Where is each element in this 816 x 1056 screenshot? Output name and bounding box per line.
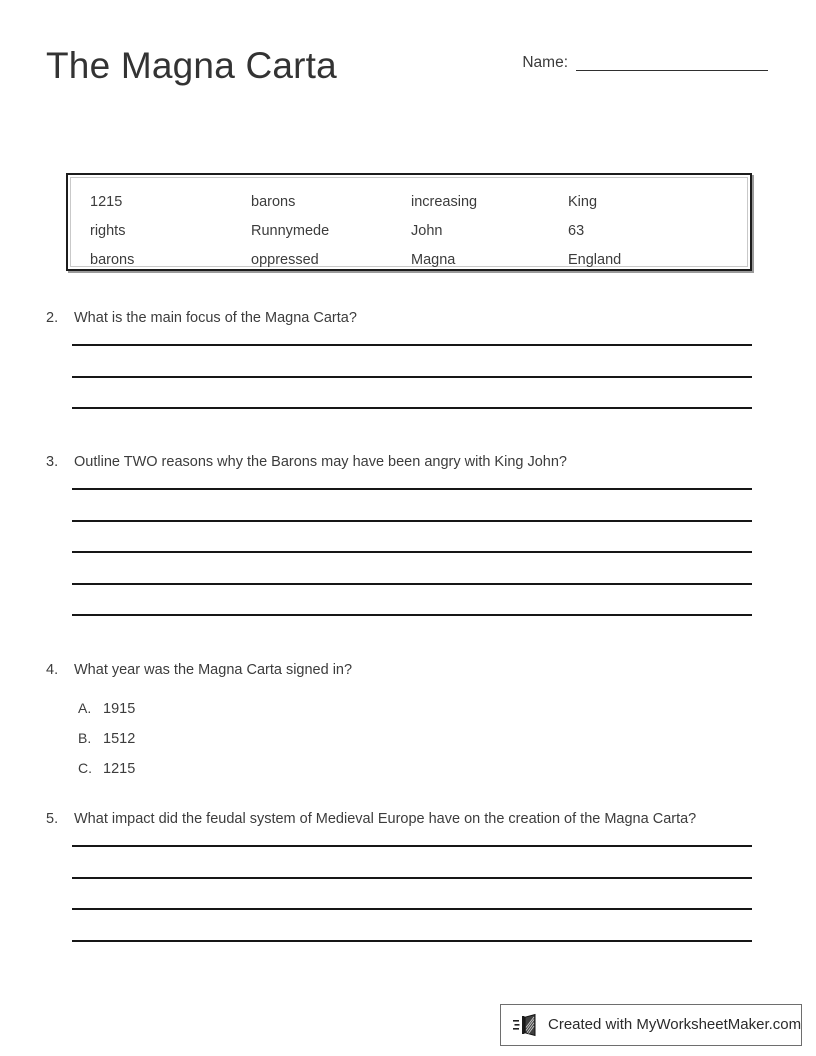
answer-line[interactable] bbox=[72, 376, 752, 378]
question-2 bbox=[46, 308, 770, 409]
word-bank-word: 63 bbox=[568, 222, 585, 239]
question-3 bbox=[46, 452, 770, 616]
worksheet-maker-logo-icon bbox=[513, 1013, 539, 1037]
answer-line[interactable] bbox=[72, 520, 752, 522]
question-text: What is the main focus of the Magna Carta? bbox=[74, 310, 357, 326]
question-number: 4. bbox=[46, 662, 59, 678]
answer-line[interactable] bbox=[72, 845, 752, 847]
name-field-group bbox=[522, 54, 768, 74]
word-bank-word: oppressed bbox=[251, 251, 319, 268]
word-bank-row bbox=[90, 245, 742, 274]
answer-lines bbox=[72, 488, 752, 616]
choice-letter: A. bbox=[78, 700, 92, 716]
word-bank-row bbox=[90, 187, 742, 216]
question-number: 3. bbox=[46, 454, 59, 470]
choice-letter: B. bbox=[78, 730, 92, 746]
answer-line[interactable] bbox=[72, 488, 752, 490]
choice-value: 1512 bbox=[103, 731, 136, 747]
question-text: Outline TWO reasons why the Barons may have been angry with King John? bbox=[74, 454, 567, 470]
worksheet-header bbox=[46, 44, 770, 104]
answer-line[interactable] bbox=[72, 877, 752, 879]
word-bank-word: rights bbox=[90, 222, 126, 239]
word-bank-box bbox=[66, 173, 752, 271]
question-text: What impact did the feudal system of Medieval Europe have on the creation of the Magna Carta? bbox=[74, 811, 697, 827]
word-bank-word: England bbox=[568, 251, 622, 268]
choice-letter: C. bbox=[78, 760, 92, 776]
question-number: 5. bbox=[46, 811, 59, 827]
question-5 bbox=[46, 809, 770, 942]
word-bank-word: barons bbox=[90, 251, 135, 268]
word-bank-row bbox=[90, 216, 742, 245]
choice-list bbox=[78, 698, 770, 788]
question-number: 2. bbox=[46, 310, 59, 326]
word-bank-word: barons bbox=[251, 193, 296, 210]
word-bank-word: Magna bbox=[411, 251, 456, 268]
name-label: Name: bbox=[522, 54, 568, 71]
choice-option-a[interactable] bbox=[78, 698, 770, 728]
word-bank-grid bbox=[90, 187, 742, 274]
page-title: The Magna Carta bbox=[46, 45, 337, 86]
footer-attribution-text: Created with MyWorksheetMaker.com bbox=[548, 1016, 802, 1033]
choice-option-c[interactable] bbox=[78, 758, 770, 788]
answer-line[interactable] bbox=[72, 614, 752, 616]
word-bank-word: King bbox=[568, 193, 598, 210]
footer-attribution-badge[interactable] bbox=[500, 1004, 802, 1046]
answer-line[interactable] bbox=[72, 940, 752, 942]
question-heading bbox=[46, 809, 770, 829]
question-4 bbox=[46, 660, 770, 788]
word-bank-word: John bbox=[411, 222, 443, 239]
question-heading bbox=[46, 308, 770, 328]
answer-lines bbox=[72, 845, 752, 942]
choice-value: 1915 bbox=[103, 701, 136, 717]
word-bank-word: 1215 bbox=[90, 193, 123, 210]
answer-line[interactable] bbox=[72, 344, 752, 346]
answer-line[interactable] bbox=[72, 551, 752, 553]
question-heading bbox=[46, 660, 770, 680]
choice-option-b[interactable] bbox=[78, 728, 770, 758]
choice-value: 1215 bbox=[103, 761, 136, 777]
question-text: What year was the Magna Carta signed in? bbox=[74, 662, 353, 678]
name-input-line[interactable] bbox=[576, 70, 768, 71]
word-bank-word: Runnymede bbox=[251, 222, 330, 239]
word-bank-word: increasing bbox=[411, 193, 478, 210]
answer-line[interactable] bbox=[72, 407, 752, 409]
answer-line[interactable] bbox=[72, 908, 752, 910]
question-heading bbox=[46, 452, 770, 472]
answer-line[interactable] bbox=[72, 583, 752, 585]
answer-lines bbox=[72, 344, 752, 409]
